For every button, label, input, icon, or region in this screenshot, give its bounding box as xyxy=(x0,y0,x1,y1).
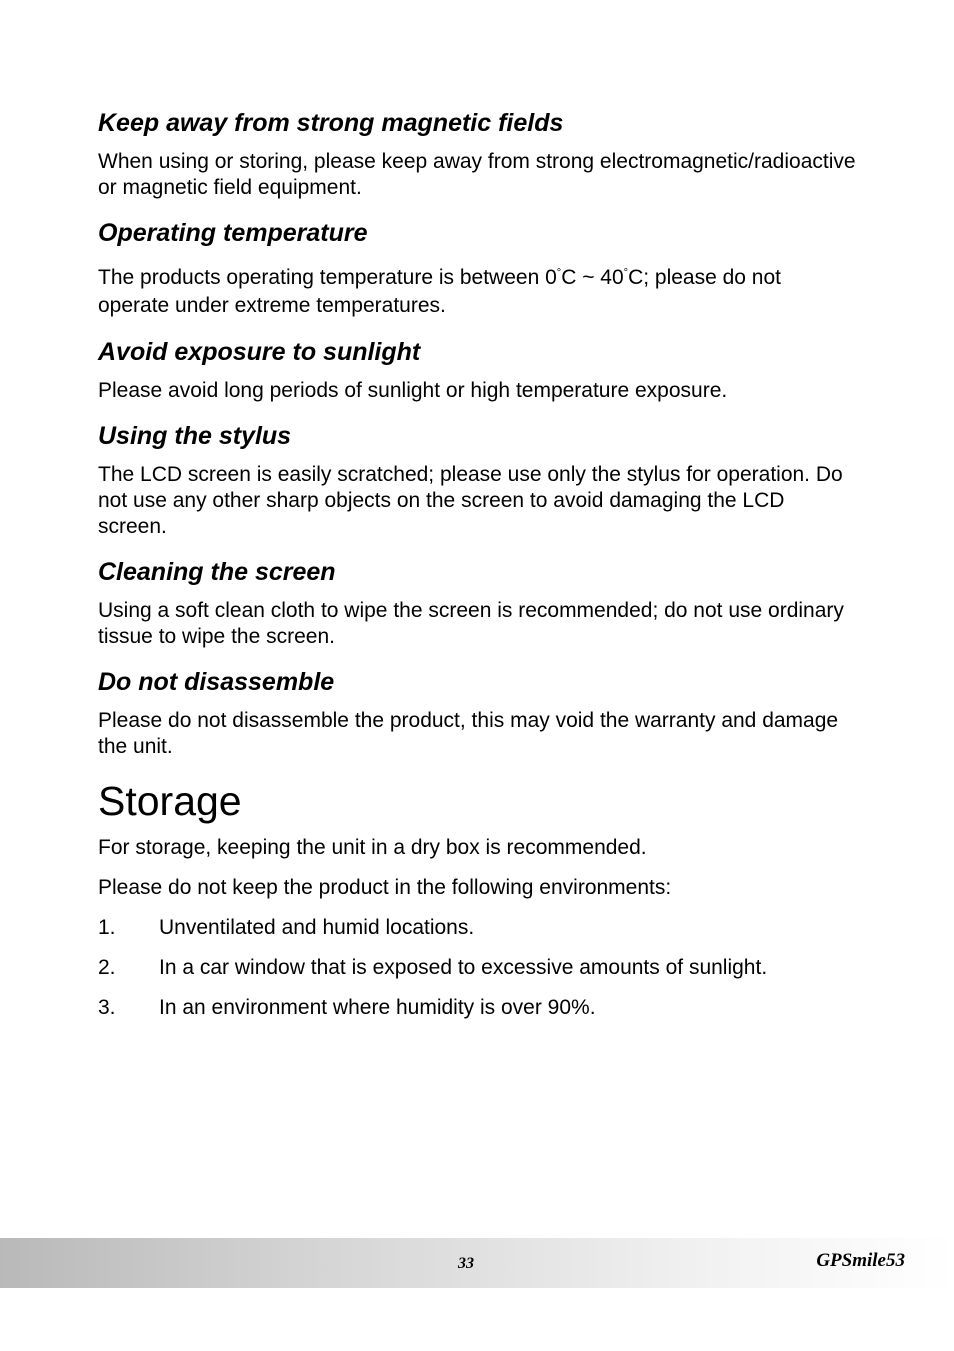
list-item-text: In an environment where humidity is over 90%. xyxy=(159,996,596,1019)
list-item-number: 1. xyxy=(98,916,116,939)
list-item-number: 2. xyxy=(98,956,116,979)
list-item xyxy=(98,995,858,1021)
temp-text-mid: C ~ 40 xyxy=(561,266,624,289)
list-item-text: In a car window that is exposed to excessive amounts of sunlight. xyxy=(159,956,768,979)
section-body-magnetic: When using or storing, please keep away from strong electromagnetic/radioactive or magnetic field equipment. xyxy=(98,150,856,199)
degree-symbol: ° xyxy=(623,267,629,279)
list-item xyxy=(98,955,858,981)
list-item-text: Unventilated and humid locations. xyxy=(159,916,475,939)
section-body-cleaning: Using a soft clean cloth to wipe the screen is recommended; do not use ordinary tissue to wipe the screen. xyxy=(98,599,844,648)
section-body-disassemble: Please do not disassemble the product, this may void the warranty and damage the unit. xyxy=(98,709,839,758)
section-title-disassemble: Do not disassemble xyxy=(98,668,335,696)
temp-text-end: C; please do not operate under extreme temperatures. xyxy=(98,266,781,317)
page-footer xyxy=(0,1238,954,1288)
section-title-magnetic: Keep away from strong magnetic fields xyxy=(98,109,564,137)
list-item-number: 3. xyxy=(98,996,116,1019)
temp-text-start: The products operating temperature is between 0 xyxy=(98,266,557,289)
section-title-sunlight: Avoid exposure to sunlight xyxy=(98,338,421,366)
section-title-stylus: Using the stylus xyxy=(98,422,292,450)
list-item xyxy=(98,915,858,941)
section-body-temperature xyxy=(98,259,858,320)
storage-heading: Storage xyxy=(98,778,242,824)
storage-intro: For storage, keeping the unit in a dry box is recommended. xyxy=(98,836,647,859)
page-content xyxy=(98,108,858,1035)
section-body-stylus: The LCD screen is easily scratched; please use only the stylus for operation. Do not use any other sharp objects on the screen to avoid damaging the LCD screen. xyxy=(98,463,843,538)
section-body-sunlight: Please avoid long periods of sunlight or high temperature exposure. xyxy=(98,379,728,402)
section-title-cleaning: Cleaning the screen xyxy=(98,558,336,586)
product-model: GPSmile53 xyxy=(816,1250,905,1271)
storage-lead: Please do not keep the product in the following environments: xyxy=(98,876,672,899)
page-number: 33 xyxy=(458,1255,474,1272)
section-title-temperature: Operating temperature xyxy=(98,219,368,247)
storage-environment-list xyxy=(98,915,858,1021)
degree-symbol: ° xyxy=(556,267,562,279)
